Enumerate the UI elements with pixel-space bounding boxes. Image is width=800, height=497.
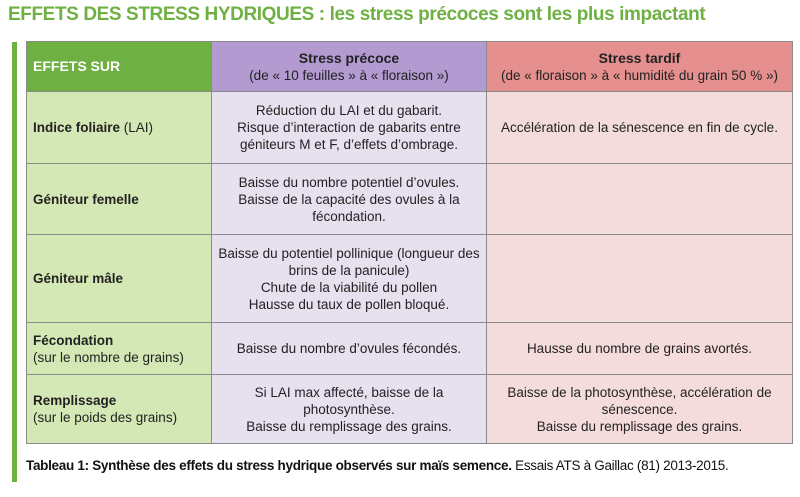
row-label-cell xyxy=(27,235,212,323)
row-label: Fécondation xyxy=(33,332,114,348)
title-sub: les stress précoces sont les plus impactant xyxy=(329,4,706,25)
header-row xyxy=(27,42,793,92)
early-cell xyxy=(212,323,487,375)
table-row xyxy=(27,375,793,444)
row-hint: (LAI) xyxy=(120,120,154,135)
early-cell xyxy=(212,235,487,323)
cell-line: Réduction du LAI et du gabarit. xyxy=(255,103,443,118)
early-cell xyxy=(212,92,487,164)
caption-bold: Tableau 1: Synthèse des effets du stress hydrique observés sur maïs semence. xyxy=(26,458,512,473)
cell-line: Baisse du nombre d’ovules fécondés. xyxy=(236,341,462,356)
table-caption xyxy=(26,458,796,473)
cell-line: Chute de la viabilité du pollen xyxy=(260,279,438,295)
early-stress-name: Stress précoce xyxy=(298,49,400,66)
header-late-stress xyxy=(487,42,793,92)
green-side-bar xyxy=(12,42,17,482)
row-label: Indice foliaire xyxy=(33,120,121,135)
late-cell xyxy=(487,92,793,164)
caption-source: Essais ATS à Gaillac (81) 2013-2015. xyxy=(511,458,729,473)
late-cell xyxy=(487,323,793,375)
table-row xyxy=(27,323,793,375)
row-label-cell xyxy=(27,164,212,235)
late-cell xyxy=(487,375,793,444)
row-label-cell xyxy=(27,92,212,164)
table-row xyxy=(27,92,793,164)
row-label-cell xyxy=(27,375,212,444)
cell-line: Baisse du remplissage des grains. xyxy=(536,418,743,434)
early-cell xyxy=(212,375,487,444)
cell-line: Accélération de la sénescence en fin de cycle. xyxy=(501,120,778,135)
row-label-cell xyxy=(27,323,212,375)
row-label: Remplissage xyxy=(33,393,117,408)
cell-line: Risque d’interaction de gabarits entre géniteurs M et F, d’effets d’ombrage. xyxy=(237,120,461,152)
late-stress-name: Stress tardif xyxy=(598,49,681,66)
early-stress-range: (de « 10 feuilles » à « floraison ») xyxy=(249,67,449,83)
late-stress-range: (de « floraison » à « humidité du grain 50 % ») xyxy=(501,67,778,83)
row-label: Géniteur mâle xyxy=(33,271,124,286)
cell-line: Baisse de la capacité des ovules à la fécondation. xyxy=(238,191,460,224)
row-label: Géniteur femelle xyxy=(33,191,139,207)
cell-line: Baisse du nombre potentiel d’ovules. xyxy=(238,174,460,190)
late-cell xyxy=(487,164,793,235)
cell-line: Si LAI max affecté, baisse de la photosynthèse. xyxy=(254,384,444,417)
cell-line: Baisse du potentiel pollinique (longueur des brins de la panicule) xyxy=(218,245,480,278)
cell-line: Baisse de la photosynthèse, accélération de sénescence. xyxy=(507,384,772,417)
cell-line: Baisse du remplissage des grains. xyxy=(246,418,452,434)
row-hint: (sur le nombre de grains) xyxy=(33,349,184,365)
early-cell xyxy=(212,164,487,235)
table-row xyxy=(27,235,793,323)
cell-line: Hausse du nombre de grains avortés. xyxy=(526,341,753,356)
cell-line: Hausse du taux de pollen bloqué. xyxy=(248,296,450,312)
late-cell xyxy=(487,235,793,323)
page-title xyxy=(8,4,798,30)
header-effects-on: EFFETS SUR xyxy=(27,42,212,92)
table-row xyxy=(27,164,793,235)
effects-table xyxy=(26,41,793,444)
title-main: EFFETS DES STRESS HYDRIQUES : xyxy=(8,4,325,25)
header-early-stress xyxy=(212,42,487,92)
row-hint: (sur le poids des grains) xyxy=(33,410,178,425)
